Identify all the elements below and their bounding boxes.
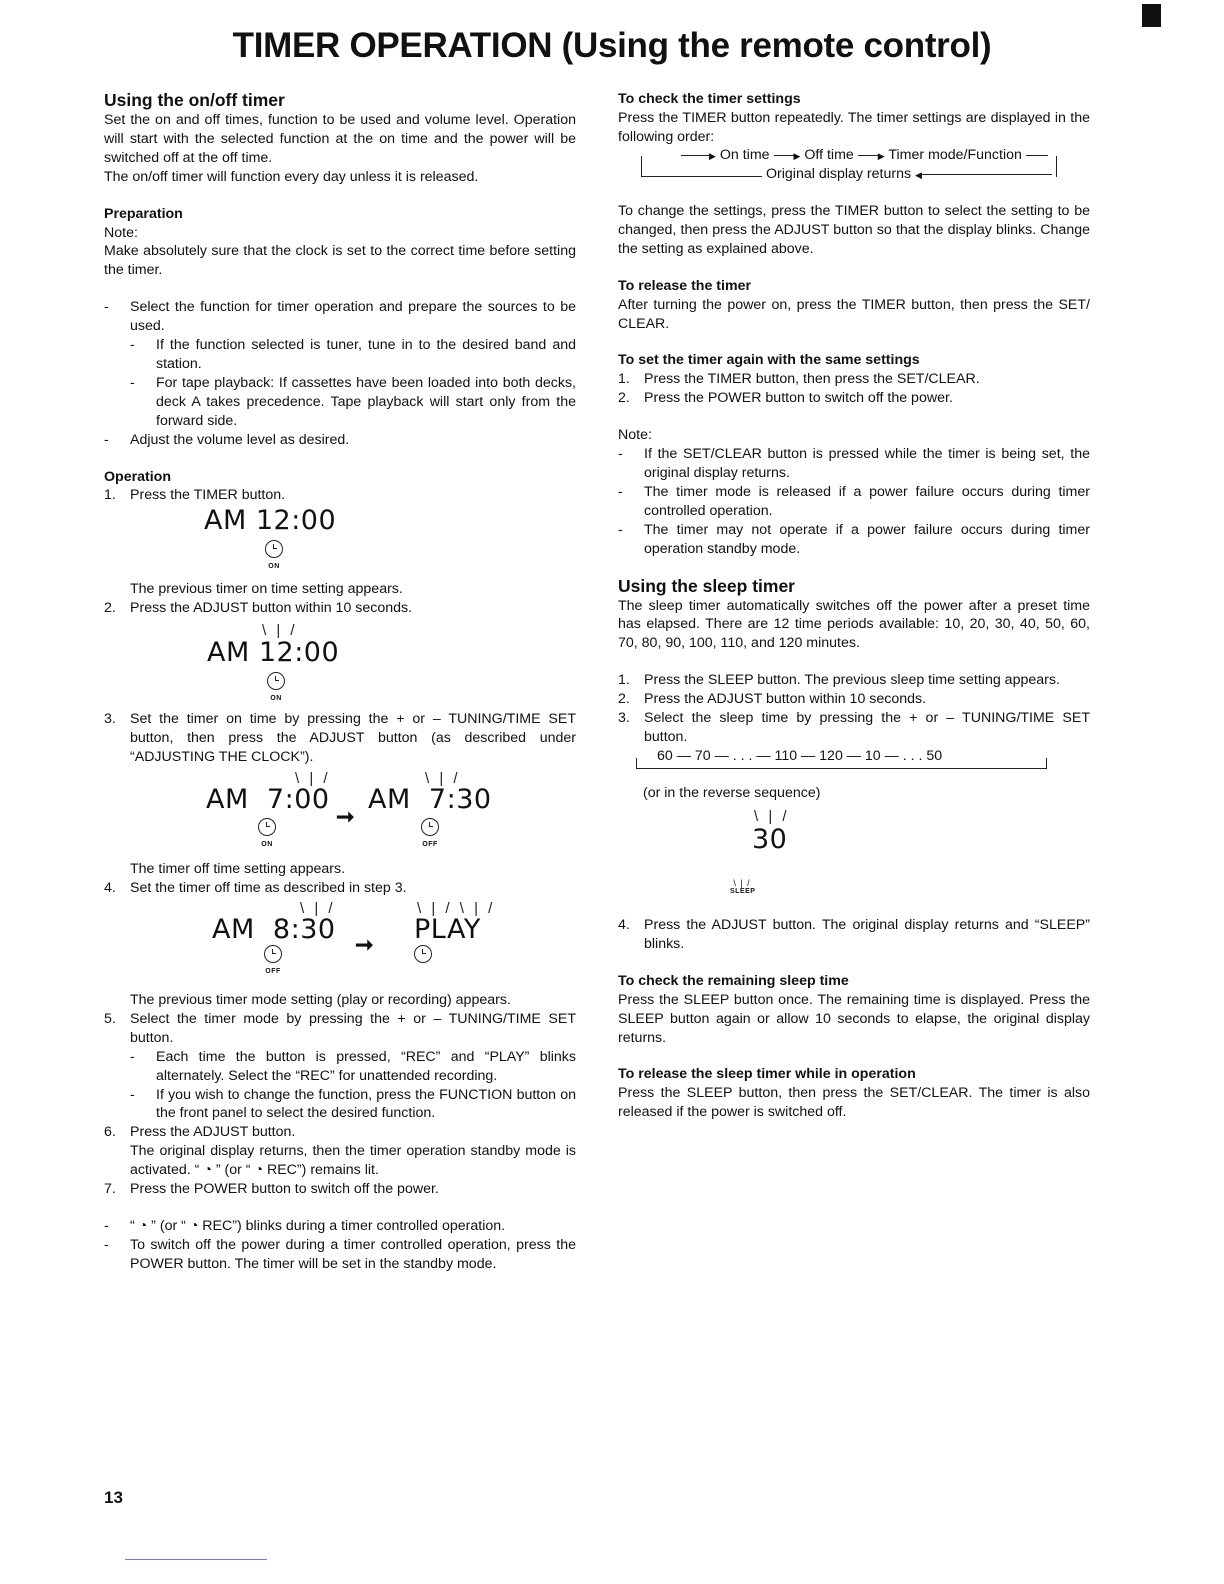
- set-again-heading: To set the timer again with the same settings: [618, 352, 920, 369]
- blink-indicator: \ | /: [295, 770, 331, 787]
- blink-indicator: \ | /: [300, 900, 336, 917]
- lcd-display-am-830: AM 8:30: [212, 914, 336, 945]
- step-5: 5. Select the timer mode by pressing the + or – TUNING/TIME SET button.: [104, 1010, 576, 1046]
- list-item: - Select the function for timer operation and prepare the sources to be used.: [104, 299, 576, 335]
- list-item: - The timer may not operate if a power failure occurs during timer operation standby mode.: [618, 521, 1090, 557]
- list-item: - If the function selected is tuner, tune in to the desired band and station.: [130, 337, 576, 372]
- blink-indicator: \ | /: [425, 770, 461, 787]
- left-column-step-3: [104, 710, 576, 767]
- step-3-result: The timer off time setting appears.: [130, 861, 346, 877]
- right-column-bottom: [618, 916, 1090, 1122]
- settings-order-row-2: Original display returns ◀: [762, 165, 1056, 185]
- left-column-steps-a: [104, 580, 576, 618]
- step-6-result: The original display returns, then the timer operation standby mode is activated. “ ◔ ” (or “ ◔ REC”) remains lit.: [130, 1143, 576, 1179]
- list-item: - Adjust the volume level as desired.: [104, 431, 350, 448]
- list-item: 1. Press the SLEEP button. The previous sleep time setting appears.: [618, 672, 1060, 689]
- footer-rule: [125, 1559, 267, 1560]
- left-column: [104, 89, 576, 505]
- corner-tab-mark: [1142, 4, 1161, 27]
- flow-timer-mode: Timer mode/Function: [888, 147, 1022, 163]
- lcd-display-am-700: AM 7:00: [206, 784, 330, 815]
- lcd-display-am-1200-blinking: AM 12:00: [207, 637, 340, 668]
- step-6: 6. Press the ADJUST button.: [104, 1124, 296, 1141]
- note-text: Make absolutely sure that the clock is set to the correct time before setting the timer.: [104, 243, 576, 279]
- arrow-right-icon: ➞: [336, 804, 355, 829]
- list-item: - If the SET/CLEAR button is pressed while the timer is being set, the original display returns.: [618, 446, 1090, 481]
- lcd-display-play: PLAY: [414, 914, 481, 945]
- list-item: 2. Press the ADJUST button within 10 seconds.: [618, 691, 927, 708]
- operation-heading: Operation: [104, 468, 172, 485]
- list-item: - To switch off the power during a timer controlled operation, press the POWER button. The timer will be set in the standby mode.: [104, 1236, 576, 1272]
- reverse-sequence-note: (or in the reverse sequence): [643, 785, 821, 801]
- sleep-sequence: 60 — 70 — . . . — 110 — 120 — 10 — . . . 50: [654, 747, 945, 766]
- check-settings-heading: To check the timer settings: [618, 91, 801, 107]
- flow-off-time: Off time: [804, 147, 854, 163]
- remaining-sleep-heading: To check the remaining sleep time: [618, 972, 849, 989]
- list-item: 3. Select the sleep time by pressing the + or – TUNING/TIME SET button.: [618, 710, 1090, 745]
- list-item: - For tape playback: If cassettes have been loaded into both decks, deck A takes precedence. Tape playback will start only from the forward side.: [130, 374, 576, 429]
- step-3: 3. Set the timer on time by pressing the + or – TUNING/TIME SET button, then press the ADJUST button (as described under “ADJUSTING THE CLOCK”).: [104, 711, 576, 765]
- remaining-sleep-text: Press the SLEEP button once. The remaining time is displayed. Press the SLEEP button again or allow 10 seconds to elapse, the original display returns.: [618, 991, 1090, 1046]
- timer-off-icon: OFF: [415, 818, 445, 848]
- lcd-display-sleep-30: 30: [752, 824, 788, 855]
- check-settings-text: Press the TIMER button repeatedly. The timer settings are displayed in the following order:: [618, 109, 1090, 145]
- note-label: Note:: [104, 224, 138, 241]
- sleep-intro-text: The sleep timer automatically switches off the power after a preset time has elapsed. There are 12 time periods available: 10, 20, 30, 40, 50, 60, 70, 80, 90, 100, 110, and 120 minutes.: [618, 597, 1090, 652]
- blink-indicator: \ | /: [262, 622, 298, 639]
- section-heading-onoff-timer: Using the on/off timer: [104, 90, 285, 110]
- timer-icon: [408, 945, 438, 968]
- lcd-display-am-730: AM 7:30: [368, 784, 492, 815]
- list-item: - If you wish to change the function, press the FUNCTION button on the front panel to select the desired function.: [130, 1086, 576, 1122]
- step-4-result: The previous timer mode setting (play or recording) appears.: [130, 992, 511, 1008]
- change-settings-text: To change the settings, press the TIMER button to select the setting to be changed, then press the ADJUST button so that the display blinks. Change the setting as explained above.: [618, 203, 1090, 257]
- intro-text: Set the on and off times, function to be used and volume level. Operation will start with the selected function at the on time and the power will be switched off at the off time.: [104, 112, 576, 166]
- sleep-indicator: \ | / SLEEP: [730, 878, 756, 895]
- left-column-steps-b: [104, 991, 576, 1274]
- step-7: 7. Press the POWER button to switch off the power.: [104, 1181, 439, 1198]
- preparation-heading: Preparation: [104, 205, 183, 222]
- page-number: 13: [104, 1488, 123, 1507]
- release-sleep-text: Press the SLEEP button, then press the SET/CLEAR. The timer is also released if the power is switched off.: [618, 1085, 1090, 1121]
- release-timer-heading: To release the timer: [618, 277, 751, 294]
- list-item: - Each time the button is pressed, “REC” and “PLAY” blinks alternately. Select the “REC” for unattended recording.: [130, 1048, 576, 1084]
- step-2: 2. Press the ADJUST button within 10 seconds.: [104, 599, 413, 616]
- release-timer-text: After turning the power on, press the TIMER button, then press the SET/ CLEAR.: [618, 296, 1090, 332]
- timer-on-icon: ON: [260, 540, 288, 570]
- timer-on-icon: ON: [252, 818, 282, 848]
- lcd-display-am-1200: AM 12:00: [204, 505, 337, 536]
- intro-text-2: The on/off timer will function every day unless it is released.: [104, 168, 479, 185]
- page-title: TIMER OPERATION (Using the remote control): [232, 26, 992, 65]
- step-4: 4. Set the timer off time as described in step 3.: [104, 879, 407, 896]
- step-1: 1. Press the TIMER button.: [104, 487, 286, 504]
- right-column-middle: [618, 202, 1090, 747]
- timer-on-blink-icon: ON: [258, 672, 294, 702]
- settings-order-row-1: ▶ On time ▶ Off time ▶ Timer mode/Function: [641, 146, 1048, 166]
- release-sleep-heading: To release the sleep timer while in operation: [618, 1066, 916, 1083]
- arrow-right-icon: ➞: [355, 932, 374, 957]
- blink-indicator: \ | /: [754, 808, 790, 825]
- list-item: 1. Press the TIMER button, then press the SET/CLEAR.: [618, 371, 980, 388]
- blink-indicator: \ | / \ | /: [417, 900, 496, 917]
- list-item: - “ ◔ ” (or “ ◔ REC”) blinks during a timer controlled operation.: [104, 1217, 506, 1234]
- left-column-step-4: [104, 860, 576, 898]
- list-item: 2. Press the POWER button to switch off the power.: [618, 390, 953, 407]
- right-column-top: [618, 90, 1090, 147]
- list-item: 4. Press the ADJUST button. The original display returns and “SLEEP” blinks.: [618, 917, 1090, 952]
- note-label: Note:: [618, 427, 652, 444]
- list-item: - The timer mode is released if a power failure occurs during timer controlled operation.: [618, 483, 1090, 519]
- flow-on-time: On time: [719, 147, 770, 163]
- flow-original-display: Original display returns: [766, 166, 912, 182]
- timer-off-icon: OFF: [258, 945, 288, 975]
- section-heading-sleep-timer: Using the sleep timer: [618, 575, 795, 596]
- step-1-result: The previous timer on time setting appears.: [130, 581, 403, 597]
